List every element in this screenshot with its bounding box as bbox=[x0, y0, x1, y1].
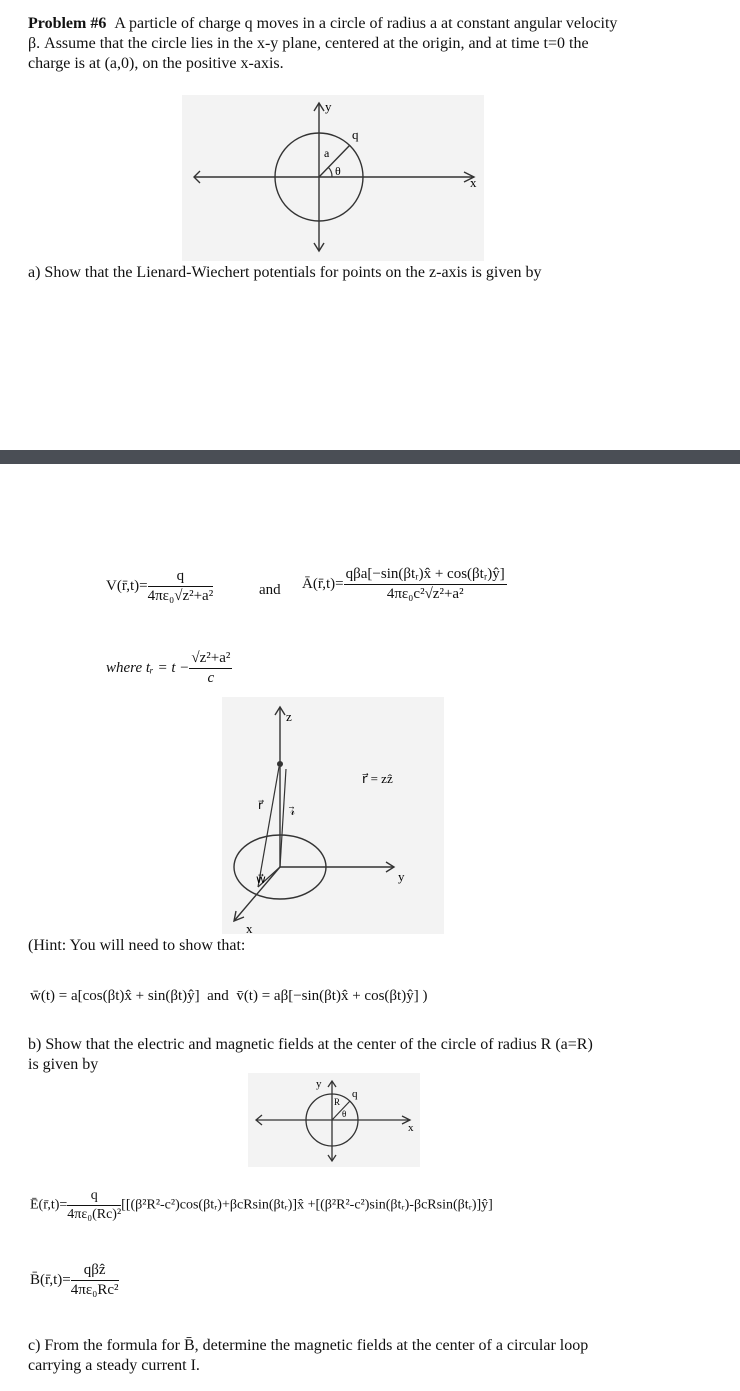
hint-v-equation: v̄(t) = aβ[−sin(βt)x̂ + cos(βt)ŷ] ) bbox=[236, 988, 428, 1004]
A-lhs: Ā(r̄,t)= bbox=[302, 575, 344, 592]
part-b-line-2: is given by bbox=[28, 1056, 99, 1073]
E-rhs: [[(β²R²-c²)cos(βtᵣ)+βcRsin(βtᵣ)]x̂ +[(β²R²-c²)sin(βtᵣ)-βcRsin(βtᵣ)]ŷ] bbox=[121, 1197, 493, 1213]
fig3-label-q: q bbox=[352, 1088, 358, 1100]
A-fraction bbox=[344, 566, 507, 603]
hint-and: and bbox=[207, 988, 229, 1004]
and-word-1: and bbox=[259, 582, 281, 598]
equation-B bbox=[30, 1262, 119, 1299]
fig2-label-script-r: 𝓇⃗ bbox=[290, 804, 296, 818]
problem-line-1 bbox=[28, 14, 728, 34]
figure-z-axis-drawing bbox=[222, 697, 444, 934]
problem-label: Problem #6 bbox=[28, 15, 107, 32]
B-lhs: B̄(r̄,t)= bbox=[30, 1271, 71, 1288]
where-fraction bbox=[189, 650, 232, 687]
hint-equations bbox=[30, 988, 427, 1005]
A-denominator: 4πε₀c²√z²+a² bbox=[386, 586, 464, 602]
where-text: where tᵣ = t − bbox=[106, 659, 190, 676]
equation-E bbox=[30, 1188, 493, 1223]
fig1-label-y: y bbox=[325, 99, 332, 114]
fig2-label-y: y bbox=[398, 869, 405, 884]
V-denominator: 4πε₀√z²+a² bbox=[147, 588, 214, 604]
problem-line-3: charge is at (a,0), on the positive x-axis. bbox=[28, 55, 284, 72]
part-b-prompt bbox=[28, 1035, 728, 1075]
fig3-label-x: x bbox=[408, 1122, 414, 1134]
V-fraction bbox=[148, 568, 214, 605]
V-lhs: V(r̄,t)= bbox=[106, 577, 148, 594]
fig2-label-z: z bbox=[286, 709, 292, 724]
fig3-label-theta: θ bbox=[342, 1109, 347, 1119]
figure-circle-xy bbox=[182, 95, 484, 261]
equation-A bbox=[302, 566, 507, 603]
figure-circle-R-drawing bbox=[248, 1073, 420, 1167]
hint-line: (Hint: You will need to show that: bbox=[28, 937, 246, 954]
E-numerator: q bbox=[67, 1188, 121, 1206]
fig2-label-w: w⃗ bbox=[256, 872, 266, 886]
fig2-label-x: x bbox=[246, 921, 253, 934]
B-fraction bbox=[71, 1262, 119, 1299]
fig1-label-q: q bbox=[352, 127, 359, 142]
part-a-prompt: a) Show that the Lienard-Wiechert potentials for points on the z-axis is given by bbox=[28, 264, 542, 281]
intro-line-1: A particle of charge q moves in a circle of radius a at constant angular velocity bbox=[114, 15, 618, 32]
part-c-line-1: c) From the formula for B̄, determine the magnetic fields at the center of a circular loop bbox=[28, 1337, 589, 1354]
B-numerator: qβẑ bbox=[71, 1262, 119, 1281]
fig3-label-y: y bbox=[316, 1078, 322, 1090]
E-denominator: 4πε₀(Rc)² bbox=[67, 1207, 122, 1222]
equation-V bbox=[106, 568, 213, 605]
where-numerator: √z²+a² bbox=[189, 650, 232, 669]
E-lhs: Ē(r̄,t)= bbox=[30, 1197, 68, 1213]
E-fraction bbox=[67, 1188, 121, 1223]
fig2-label-r-eq: r⃗ = zẑ bbox=[362, 771, 393, 786]
equation-retarded-time bbox=[106, 650, 232, 687]
A-numerator: qβa[−sin(βtᵣ)x̂ + cos(βtᵣ)ŷ] bbox=[344, 566, 507, 585]
fig1-label-a: a bbox=[324, 146, 330, 160]
fig1-label-theta: θ bbox=[335, 164, 341, 178]
figure-z-axis bbox=[222, 697, 444, 934]
problem-statement bbox=[28, 14, 728, 74]
page-divider bbox=[0, 450, 740, 464]
V-numerator: q bbox=[148, 568, 214, 587]
figure-circle-R bbox=[248, 1073, 420, 1167]
B-denominator: 4πε₀Rc² bbox=[70, 1282, 119, 1298]
problem-line-2: β. Assume that the circle lies in the x-y plane, centered at the origin, and at time t=0 the bbox=[28, 35, 589, 52]
where-denominator: c bbox=[207, 670, 215, 686]
part-c-prompt bbox=[28, 1336, 728, 1376]
part-b-line-1: b) Show that the electric and magnetic fields at the center of the circle of radius R (a=R) bbox=[28, 1036, 593, 1053]
fig1-label-x: x bbox=[470, 175, 477, 190]
figure-circle-xy-drawing bbox=[182, 95, 484, 261]
part-c-line-2: carrying a steady current I. bbox=[28, 1357, 200, 1374]
fig3-label-R: R bbox=[334, 1097, 341, 1107]
fig2-label-rvec: r⃗ bbox=[258, 798, 263, 812]
hint-w-equation: w̄(t) = a[cos(βt)x̂ + sin(βt)ŷ] bbox=[30, 988, 200, 1004]
